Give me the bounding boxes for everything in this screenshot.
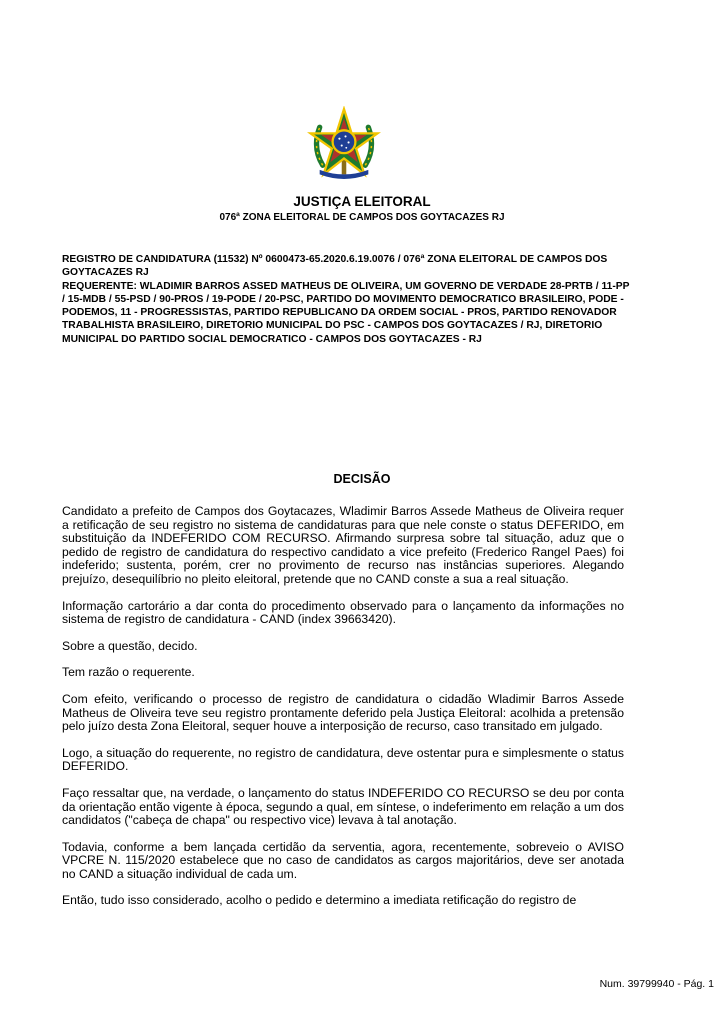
requerente: REQUERENTE: WLADIMIR BARROS ASSED MATHEUS DE OLIVEIRA, UM GOVERNO DE VERDADE 28-PRTB / 11-PP / 15-MDB / 55-PSD / 90-PROS / 19-PODE / 20-PSC, PARTIDO DO MOVIMENTO DEMOCRATICO BRASILEIRO, PODE - PODEMOS, 11 - PROGRESSISTAS, PARTIDO REPUBLICANO DA ORDEM SOCIAL - PROS, PARTIDO RENOVADOR TRABALHISTA BRASILEIRO, DIRETORIO MUNICIPAL DO PSC - CAMPOS DOS GOYTACAZES / RJ, DIRETORIO MUNICIPAL DO PARTIDO SOCIAL DEMOCRATICO - CAMPOS DOS GOYTACAZES - RJ — [62, 280, 630, 345]
paragraph: Tem razão o requerente. — [62, 665, 195, 680]
paragraph: Logo, a situação do requerente, no registro de candidatura, deve ostentar pura e simplesmente o status DEFERIDO. — [62, 745, 624, 774]
case-header — [62, 253, 632, 346]
paragraph: Todavia, conforme a bem lançada certidão da serventia, agora, recentemente, sobreveio o AVISO VPCRE N. 115/2020 estabelece que no caso de candidatos as cargos majoritários, deve ser anotada no CAND a situação individual de cada um. — [62, 839, 624, 881]
case-heading: REGISTRO DE CANDIDATURA (11532) Nº 0600473-65.2020.6.19.0076 / 076ª ZONA ELEITORAL DE CAMPOS DOS GOYTACAZES RJ — [62, 254, 608, 279]
page-footer: Num. 39799940 - Pág. 1 — [599, 978, 714, 990]
paragraph: Com efeito, verificando o processo de registro de candidatura o cidadão Wladimir Barros Assede Matheus de Oliveira teve seu registro prontamente deferido pela Justiça Eleitoral: acolhida a pretensão pelo juízo desta Zona Eleitoral, sequer houve a interposição de recurso, caso transitado em julgado. — [62, 691, 624, 734]
paragraph: Faço ressaltar que, na verdade, o lançamento do status INDEFERIDO CO RECURSO se deu por conta da orientação então vigente à época, segundo a qual, em síntese, o indeferimento em relação a um dos candidatos ("cabeça de chapa" ou respectivo vice) levava à tal anotação. — [62, 785, 624, 828]
court-title: JUSTIÇA ELEITORAL — [293, 194, 431, 209]
paragraph: Informação cartorário a dar conta do procedimento observado para o lançamento da informações no sistema de registro de candidatura - CAND (index 39663420). — [62, 598, 624, 627]
paragraph: Então, tudo isso considerado, acolho o pedido e determino a imediata retificação do registro de — [62, 893, 577, 908]
zone-subtitle: 076ª ZONA ELEITORAL DE CAMPOS DOS GOYTACAZES RJ — [219, 212, 505, 223]
paragraph: Sobre a questão, decido. — [62, 638, 198, 653]
brasao-da-republica-icon — [306, 106, 382, 182]
decision-title: DECISÃO — [333, 472, 391, 486]
decision-body — [62, 505, 624, 921]
paragraph: Candidato a prefeito de Campos dos Goytacazes, Wladimir Barros Assede Matheus de Oliveira requer a retificação de seu registro no sistema de candidaturas para que nele conste o status DEFERIDO, em substituição da INDEFERIDO COM RECURSO. Afirmando surpresa sobre tal situação, aduz que o pedido de registro de candidatura do respectivo candidato a vice prefeito (Frederico Rangel Paes) foi indeferido; sustenta, porém, crer no provimento de recurso nas instâncias superiores. Alegando prejuízo, desequilíbrio no pleito eleitoral, pretende que no CAND conste a sua a real situação. — [62, 504, 624, 586]
